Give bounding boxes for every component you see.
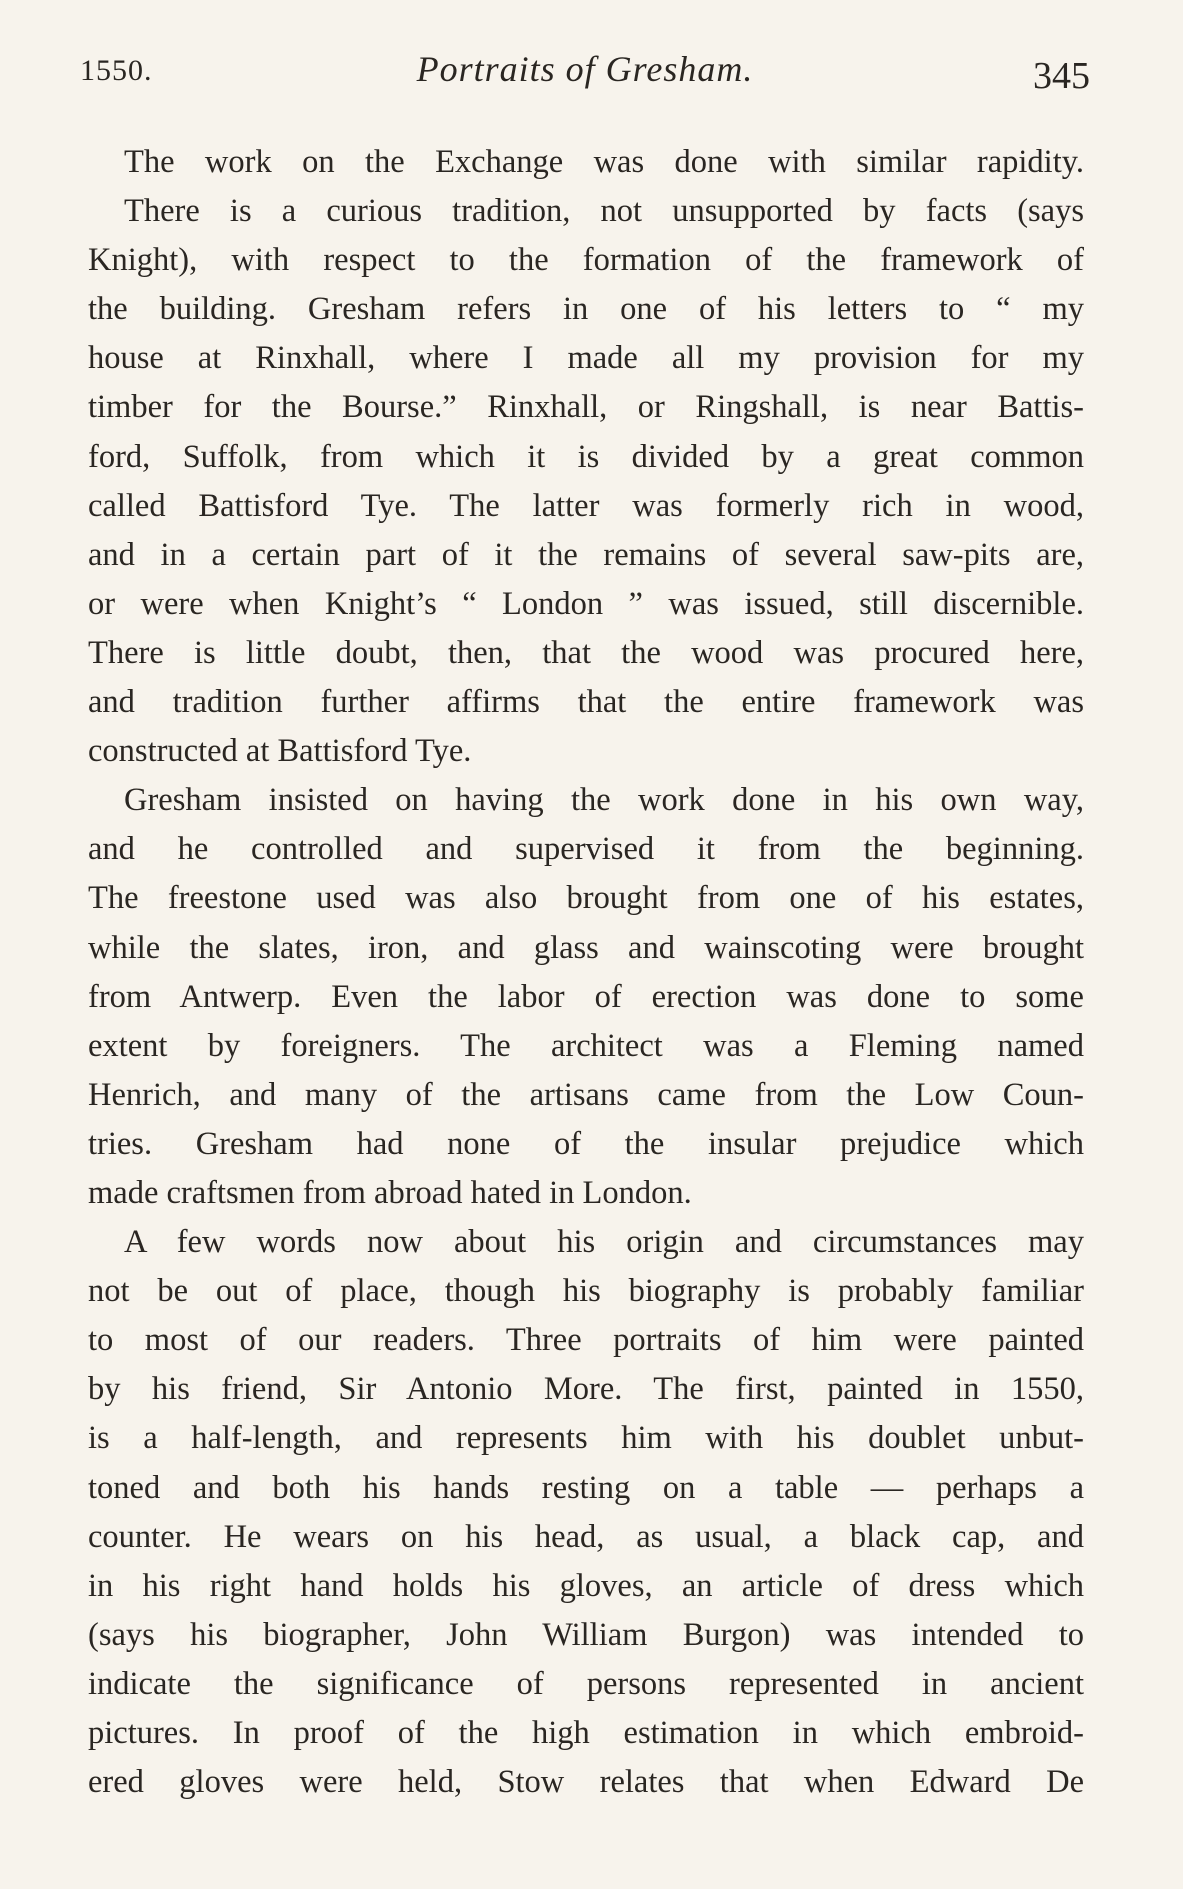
text-line: indicate the significance of persons represented in ancient <box>88 1665 1084 1702</box>
text-line: ered gloves were held, Stow relates that when Edward De <box>88 1764 1084 1801</box>
text-line: extent by foreigners. The architect was a Fleming named <box>88 1027 1084 1064</box>
text-line: not be out of place, though his biography is probably familiar <box>88 1273 1084 1310</box>
text-line: house at Rinxhall, where I made all my provision for my <box>88 340 1084 377</box>
text-line: ford, Suffolk, from which it is divided by a great common <box>88 438 1084 475</box>
text-line: and in a certain part of it the remains of several saw-pits are, <box>88 536 1084 573</box>
text-line: made craftsmen from abroad hated in London. <box>88 1174 692 1211</box>
text-line: tries. Gresham had none of the insular prejudice which <box>88 1125 1084 1162</box>
text-line: while the slates, iron, and glass and wainscoting were brought <box>88 929 1084 966</box>
text-line: Knight), with respect to the formation of the framework of <box>88 242 1084 279</box>
text-line: A few words now about his origin and circumstances may <box>124 1224 1084 1261</box>
header-year: 1550. <box>80 54 153 87</box>
text-line: pictures. In proof of the high estimation in which embroid- <box>88 1715 1084 1751</box>
text-line: or were when Knight’s “ London ” was issued, still discernible. <box>88 585 1084 622</box>
text-line: the building. Gresham refers in one of his letters to “ my <box>88 291 1084 328</box>
text-line: (says his biographer, John William Burgon) was intended to <box>88 1616 1084 1653</box>
text-line: There is little doubt, then, that the wood was procured here, <box>88 634 1084 671</box>
text-line: The freestone used was also brought from one of his estates, <box>88 880 1084 917</box>
text-line: by his friend, Sir Antonio More. The first, painted in 1550, <box>88 1371 1084 1408</box>
text-line: counter. He wears on his head, as usual, a black cap, and <box>88 1518 1084 1555</box>
text-line: and tradition further affirms that the entire framework was <box>88 684 1084 721</box>
text-line: Henrich, and many of the artisans came from the Low Coun- <box>88 1076 1084 1113</box>
text-line: constructed at Battisford Tye. <box>88 733 472 770</box>
page-number: 345 <box>1033 55 1090 97</box>
header-title: Portraits of Gresham. <box>416 49 754 89</box>
text-line: The work on the Exchange was done with similar rapidity. <box>124 144 1084 180</box>
text-line: to most of our readers. Three portraits of him were painted <box>88 1322 1084 1359</box>
text-line: from Antwerp. Even the labor of erection was done to some <box>88 978 1084 1015</box>
text-line: toned and both his hands resting on a table — perhaps a <box>88 1469 1084 1506</box>
body-text <box>88 138 1084 1807</box>
text-line: Gresham insisted on having the work done in his own way, <box>124 782 1084 819</box>
text-line: There is a curious tradition, not unsupported by facts (says <box>124 193 1084 230</box>
text-line: called Battisford Tye. The latter was formerly rich in wood, <box>88 487 1084 524</box>
text-line: timber for the Bourse.” Rinxhall, or Ringshall, is near Battis- <box>88 389 1084 426</box>
running-header <box>80 48 1090 108</box>
text-line: is a half-length, and represents him with his doublet unbut- <box>88 1420 1084 1457</box>
text-line: and he controlled and supervised it from the beginning. <box>88 831 1084 868</box>
text-line: in his right hand holds his gloves, an article of dress which <box>88 1567 1084 1604</box>
